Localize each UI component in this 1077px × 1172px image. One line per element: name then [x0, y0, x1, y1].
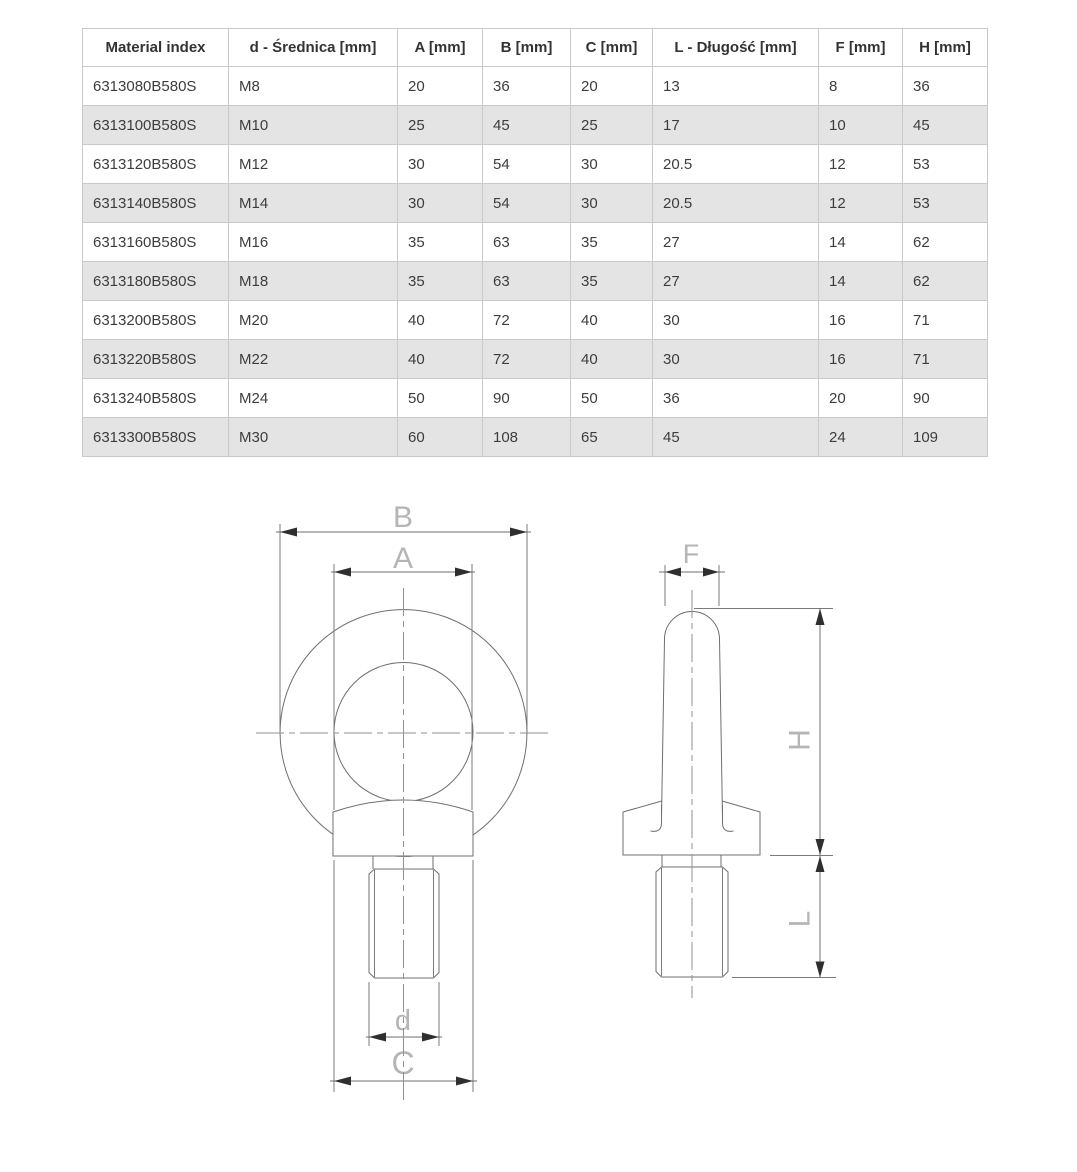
- column-header: Material index: [83, 29, 229, 67]
- value-cell: 90: [483, 379, 571, 418]
- value-cell: 90: [903, 379, 988, 418]
- side-view: [623, 539, 836, 998]
- value-cell: 35: [398, 262, 483, 301]
- value-cell: 35: [571, 262, 653, 301]
- value-cell: 40: [571, 301, 653, 340]
- column-header: A [mm]: [398, 29, 483, 67]
- material-index-cell: 6313160B580S: [83, 223, 229, 262]
- value-cell: 109: [903, 418, 988, 457]
- value-cell: 13: [653, 67, 819, 106]
- dim-L: [784, 856, 825, 978]
- front-view: [256, 501, 550, 1105]
- value-cell: 10: [819, 106, 903, 145]
- value-cell: 12: [819, 145, 903, 184]
- value-cell: 20.5: [653, 184, 819, 223]
- column-header: d - Średnica [mm]: [229, 29, 398, 67]
- value-cell: 30: [653, 301, 819, 340]
- value-cell: M8: [229, 67, 398, 106]
- value-cell: 35: [398, 223, 483, 262]
- dim-H: [784, 609, 825, 856]
- value-cell: 65: [571, 418, 653, 457]
- value-cell: 54: [483, 145, 571, 184]
- value-cell: 30: [653, 340, 819, 379]
- value-cell: 62: [903, 262, 988, 301]
- value-cell: 14: [819, 262, 903, 301]
- value-cell: 63: [483, 223, 571, 262]
- value-cell: 20: [571, 67, 653, 106]
- value-cell: 27: [653, 223, 819, 262]
- value-cell: 40: [398, 340, 483, 379]
- value-cell: 50: [398, 379, 483, 418]
- value-cell: 30: [571, 184, 653, 223]
- value-cell: 72: [483, 340, 571, 379]
- value-cell: 71: [903, 340, 988, 379]
- value-cell: 25: [571, 106, 653, 145]
- value-cell: 50: [571, 379, 653, 418]
- value-cell: 16: [819, 301, 903, 340]
- value-cell: 20: [819, 379, 903, 418]
- value-cell: M22: [229, 340, 398, 379]
- value-cell: M30: [229, 418, 398, 457]
- value-cell: M16: [229, 223, 398, 262]
- column-header: B [mm]: [483, 29, 571, 67]
- value-cell: 20.5: [653, 145, 819, 184]
- material-index-cell: 6313220B580S: [83, 340, 229, 379]
- value-cell: M20: [229, 301, 398, 340]
- column-header: H [mm]: [903, 29, 988, 67]
- value-cell: 36: [483, 67, 571, 106]
- value-cell: 54: [483, 184, 571, 223]
- column-header: F [mm]: [819, 29, 903, 67]
- dim-label-H: H: [783, 729, 817, 751]
- dim-label-A: A: [392, 542, 414, 575]
- column-header: C [mm]: [571, 29, 653, 67]
- value-cell: 53: [903, 184, 988, 223]
- value-cell: 30: [571, 145, 653, 184]
- value-cell: 60: [398, 418, 483, 457]
- value-cell: 53: [903, 145, 988, 184]
- value-cell: 62: [903, 223, 988, 262]
- value-cell: 72: [483, 301, 571, 340]
- value-cell: 27: [653, 262, 819, 301]
- value-cell: 30: [398, 184, 483, 223]
- value-cell: 45: [903, 106, 988, 145]
- value-cell: 36: [653, 379, 819, 418]
- value-cell: M18: [229, 262, 398, 301]
- value-cell: 45: [653, 418, 819, 457]
- value-cell: M24: [229, 379, 398, 418]
- value-cell: 63: [483, 262, 571, 301]
- value-cell: 36: [903, 67, 988, 106]
- material-index-cell: 6313200B580S: [83, 301, 229, 340]
- value-cell: 108: [483, 418, 571, 457]
- value-cell: 40: [571, 340, 653, 379]
- dim-label-d: d: [394, 1005, 412, 1037]
- material-index-cell: 6313100B580S: [83, 106, 229, 145]
- material-index-cell: 6313080B580S: [83, 67, 229, 106]
- column-header: L - Długość [mm]: [653, 29, 819, 67]
- value-cell: 8: [819, 67, 903, 106]
- value-cell: 71: [903, 301, 988, 340]
- value-cell: 14: [819, 223, 903, 262]
- value-cell: 40: [398, 301, 483, 340]
- value-cell: 35: [571, 223, 653, 262]
- dim-label-B: B: [392, 501, 414, 534]
- value-cell: 20: [398, 67, 483, 106]
- dim-label-F: F: [682, 539, 700, 569]
- material-index-cell: 6313120B580S: [83, 145, 229, 184]
- material-index-cell: 6313180B580S: [83, 262, 229, 301]
- value-cell: M10: [229, 106, 398, 145]
- value-cell: 30: [398, 145, 483, 184]
- dim-label-L: L: [783, 910, 817, 928]
- material-index-cell: 6313240B580S: [83, 379, 229, 418]
- value-cell: M14: [229, 184, 398, 223]
- value-cell: M12: [229, 145, 398, 184]
- dim-label-C: C: [391, 1045, 415, 1081]
- value-cell: 24: [819, 418, 903, 457]
- material-index-cell: 6313140B580S: [83, 184, 229, 223]
- material-index-cell: 6313300B580S: [83, 418, 229, 457]
- value-cell: 12: [819, 184, 903, 223]
- value-cell: 17: [653, 106, 819, 145]
- value-cell: 16: [819, 340, 903, 379]
- value-cell: 25: [398, 106, 483, 145]
- value-cell: 45: [483, 106, 571, 145]
